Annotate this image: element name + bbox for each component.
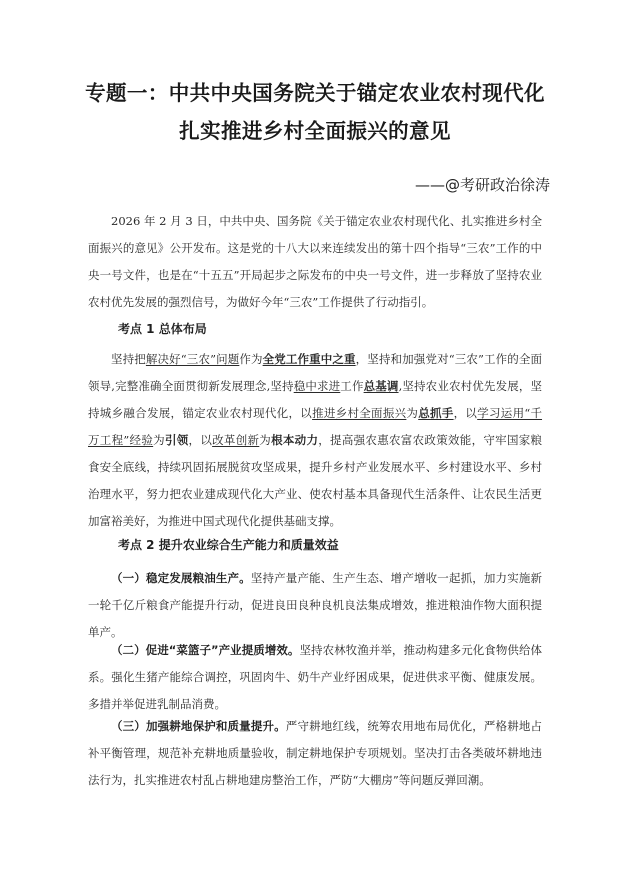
point1-segment: 推进乡村全面振兴 — [312, 406, 407, 420]
point1-segment: 全党工作重中之重 — [262, 352, 356, 366]
point2-item-3 — [88, 713, 542, 794]
point1-segment: ，以 — [453, 406, 478, 420]
point1-segment: 改革创新 — [212, 433, 260, 447]
point1-heading: 考点 1 总体布局 — [118, 322, 207, 336]
point2-item-2-body: 坚持农林牧渔并举，推动构建多元化食物供给体系。强化生猪产能综合调控，巩固肉牛、奶牛产业纾困成果，促进供求平衡、健康发展。多措并举促进乳制品消费。 — [88, 643, 542, 711]
document-title-line1: 专题一：中共中央国务院关于锚定农业农村现代化 — [85, 81, 545, 105]
point2-heading: 考点 2 提升农业综合生产能力和质量效益 — [118, 538, 339, 552]
point1-segment: 为 — [406, 406, 419, 420]
point2-item-3-body: 严守耕地红线，统筹农用地布局优化，严格耕地占补平衡管理，规范补充耕地质量验收，制定耕地保护专项规划。坚决打击各类破坏耕地违法行为，扎实推进农村乱占耕地建房整治工作，严防“大棚房”等问题反弹回潮。 — [88, 719, 543, 787]
point1-segment: 总基调 — [363, 379, 399, 393]
point1-segment: 引领 — [164, 433, 189, 447]
point2-item-1-body: 坚持产量产能、生产生态、增产增收一起抓，加力实施新一轮千亿斤粮食产能提升行动，促进良田良种良机良法集成增效，推进粮油作物大面积提单产。 — [88, 571, 543, 639]
intro-paragraph: 2026 年 2 月 3 日，中共中央、国务院《关于锚定农业农村现代化、扎实推进乡村全面振兴的意见》公开发布。这是党的十八大以来连续发出的第十四个指导“三农”工作的中央一号文件，也是在“十五五”开局起步之际发布的中央一号文件，进一步释放了坚持农业农村优先发展的强烈信号，为做好今年“三农”工作提供了行动指引。 — [88, 214, 542, 309]
document-title-line2: 扎实推进乡村全面振兴的意见 — [179, 119, 451, 143]
author-signature: ——@考研政治徐涛 — [414, 176, 550, 194]
point2-item-2-lead: （二）促进“菜篮子”产业提质增效。 — [111, 643, 300, 657]
point2-item-1 — [88, 565, 542, 646]
point1-segment: ,坚持农业农村优先发展，坚持城乡融合发展，锚定农业农村现代化，以 — [88, 379, 543, 420]
point1-segment: ，坚持和加强党对“三农”工作的全面领导,完整准确全面贯彻新发展理念,坚持 — [88, 352, 543, 393]
point1-segment: 作为 — [239, 352, 263, 366]
point1-paragraph — [88, 346, 542, 535]
point2-item-3-lead: （三）加强耕地保护和质量提升。 — [111, 719, 286, 733]
point1-segment: 工作 — [340, 379, 364, 393]
point1-segment: 为 — [259, 433, 272, 447]
point2-item-1-lead: （一）稳定发展粮油生产。 — [111, 571, 251, 585]
point1-segment: 坚持把 — [111, 352, 146, 366]
point1-segment: 总抓手 — [418, 406, 454, 420]
point1-segment: ，提高强农惠农富农政策效能，守牢国家粮食安全底线，持续巩固拓展脱贫攻坚成果，提升乡村产业发展水平、乡村建设水平、乡村治理水平，努力把农业建成现代化大产业、使农村基本具备现代生活条件、让农民生活更加富裕美好，为推进中国式现代化提供基础支撑。 — [88, 433, 543, 528]
point1-segment: 解决好“三农”问题 — [145, 352, 240, 366]
point1-segment: 学习运用“千万工程”经验 — [88, 406, 543, 447]
point1-segment: ，以 — [188, 433, 213, 447]
point1-segment: 根本动力 — [271, 433, 319, 447]
point1-segment: 稳中求进 — [293, 379, 341, 393]
point1-segment: 为 — [153, 433, 165, 447]
point2-item-2 — [88, 637, 542, 718]
